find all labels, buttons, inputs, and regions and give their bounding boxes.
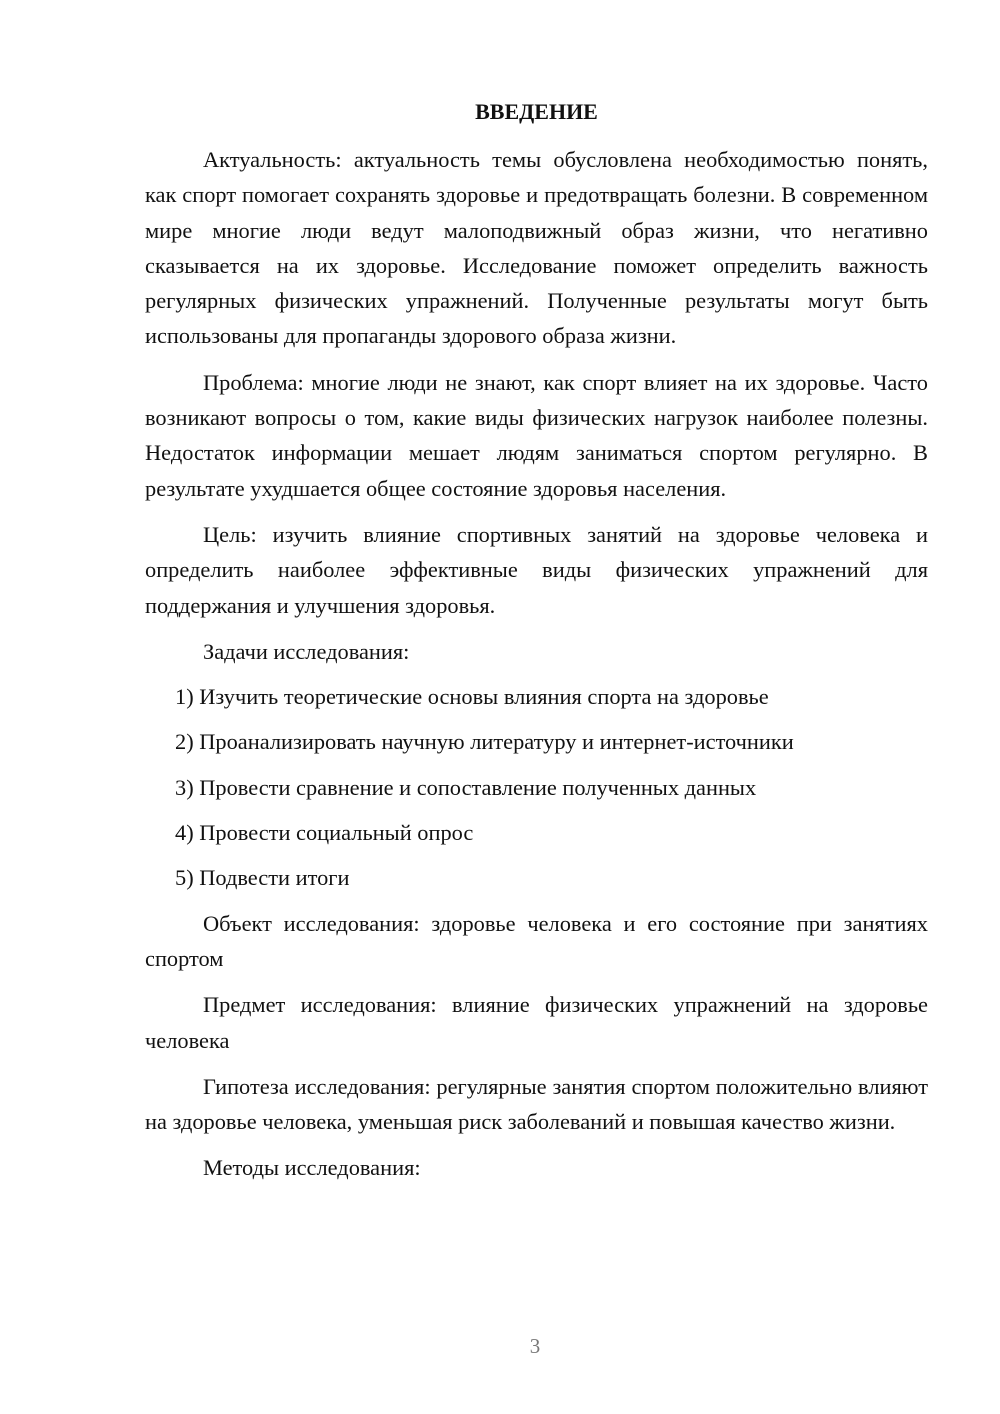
- tasks-label: Задачи исследования:: [203, 638, 410, 664]
- subject-paragraph: Предмет исследования: влияние физических упражнений на здоровье человека: [145, 992, 928, 1053]
- task-item: 4) Провести социальный опрос: [175, 820, 474, 846]
- page-content: [145, 94, 928, 1196]
- object-paragraph: Объект исследования: здоровье человека и его состояние при занятиях спортом: [145, 910, 928, 971]
- tasks-list: [145, 679, 928, 895]
- methods-label: Методы исследования:: [203, 1155, 421, 1181]
- page-number: 3: [529, 1334, 541, 1358]
- task-item: 5) Подвести итоги: [175, 865, 350, 891]
- hypothesis-paragraph: Гипотеза исследования: регулярные занятия спортом положительно влияют на здоровье человека, уменьшая риск заболеваний и повышая качество жизни.: [145, 1073, 928, 1135]
- goal-paragraph: Цель: изучить влияние спортивных занятий на здоровье человека и определить наиболее эффективные виды физических упражнений для поддержания и улучшения здоровья.: [145, 521, 928, 618]
- task-item: 1) Изучить теоретические основы влияния спорта на здоровье: [175, 684, 769, 710]
- relevance-paragraph: Актуальность: актуальность темы обусловлена необходимостью понять, как спорт помогает сохранять здоровье и предотвращать болезни. В современном мире многие люди ведут малоподвижный образ жизни, что негативно сказывается на их здоровье. Исследование поможет определить важность регулярных физических упражнений. Полученные результаты могут быть использованы для пропаганды здорового образа жизни.: [145, 147, 928, 349]
- task-item: 2) Проанализировать научную литературу и интернет-источники: [175, 729, 794, 755]
- problem-paragraph: Проблема: многие люди не знают, как спорт влияет на их здоровье. Часто возникают вопросы о том, какие виды физических нагрузок наиболее полезны. Недостаток информации мешает людям заниматься спортом регулярно. В результате ухудшается общее состояние здоровья населения.: [145, 369, 928, 501]
- task-item: 3) Провести сравнение и сопоставление полученных данных: [175, 774, 757, 800]
- section-heading: ВВЕДЕНИЕ: [475, 99, 598, 124]
